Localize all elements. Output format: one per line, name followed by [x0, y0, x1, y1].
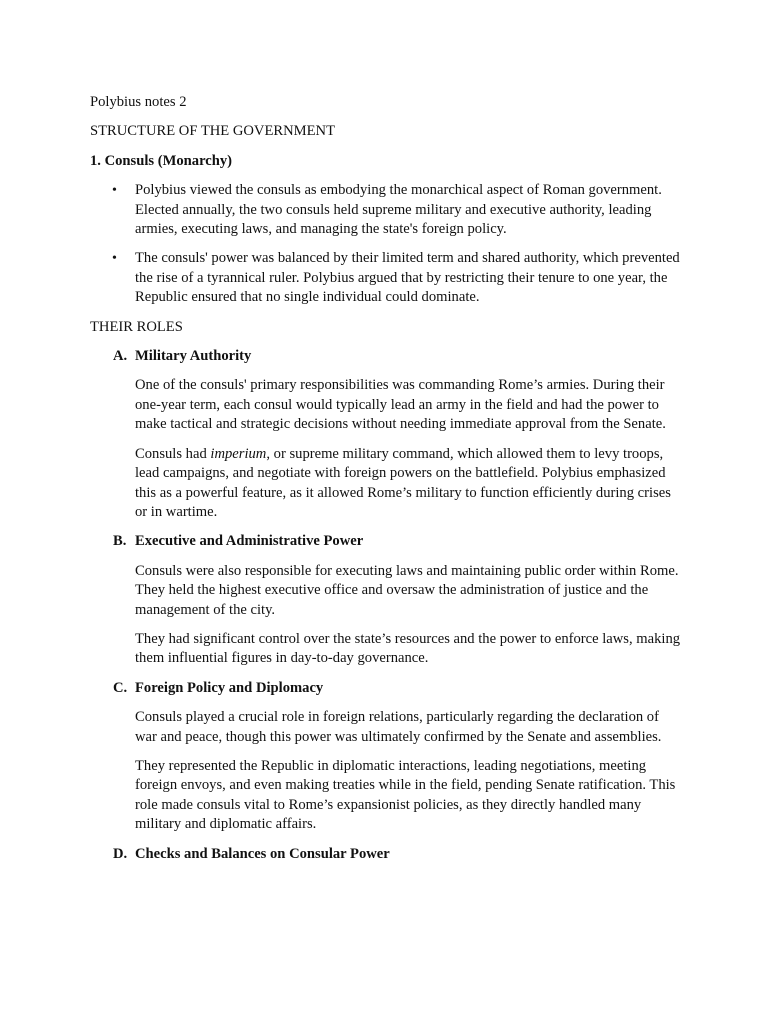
role-paragraph: They had significant control over the state’s resources and the power to enforce laws, making them influential figures in day-to-day governance.: [135, 630, 681, 667]
bullet-item: [90, 181, 682, 239]
document-title: Polybius notes 2: [90, 94, 187, 110]
role-heading: [113, 532, 682, 551]
paragraph-text: , or supreme military command, which allowed them to levy troops, lead campaigns, and negotiate with foreign powers on the battlefield. Polybius emphasized this as a powerful feature, as it allowed Rome’s military to function efficiently during crises or in wartime.: [135, 445, 671, 520]
emphasis-term: imperium: [210, 445, 267, 462]
roles-heading: THEIR ROLES: [90, 318, 183, 335]
bullet-dot-icon: •: [112, 251, 117, 267]
role-letter: A.: [113, 348, 128, 365]
role-title: Military Authority: [135, 348, 252, 365]
role-paragraph: [135, 445, 682, 523]
role-paragraph: Consuls played a crucial role in foreign relations, particularly regarding the declaration of war and peace, though this power was ultimately confirmed by the Senate and assemblies.: [135, 709, 662, 745]
bullet-item: [90, 249, 682, 307]
bullet-list: [90, 181, 682, 307]
role-paragraph: Consuls were also responsible for executing laws and maintaining public order within Rome. They held the highest executive office and oversaw the administration of justice and the management of the city.: [135, 562, 679, 618]
role-section-military: [90, 347, 682, 522]
role-heading: [113, 679, 682, 698]
bullet-text: Polybius viewed the consuls as embodying the monarchical aspect of Roman government. Elected annually, the two consuls held supreme military and executive authority, leading armies, executing laws, and managing the state's foreign policy.: [135, 182, 662, 238]
role-title: Foreign Policy and Diplomacy: [135, 679, 324, 696]
role-section-foreign-policy: [90, 679, 682, 835]
role-section-checks: [90, 845, 682, 864]
role-heading: [113, 845, 682, 864]
role-letter: B.: [113, 533, 127, 550]
role-title: Executive and Administrative Power: [135, 533, 364, 550]
bullet-dot-icon: •: [112, 183, 117, 199]
role-paragraph: One of the consuls' primary responsibilities was commanding Rome’s armies. During their one-year term, each consul would typically lead an army in the field and had the power to make tactical and strategic decisions without needing immediate approval from the Senate.: [135, 377, 666, 433]
section-heading: STRUCTURE OF THE GOVERNMENT: [90, 123, 335, 140]
role-letter: D.: [113, 845, 128, 862]
role-title: Checks and Balances on Consular Power: [135, 845, 390, 862]
paragraph-text: Consuls had: [135, 445, 211, 462]
document-page: [90, 93, 682, 874]
role-section-executive: [90, 532, 682, 668]
role-paragraph: They represented the Republic in diplomatic interactions, leading negotiations, meeting foreign envoys, and even making treaties while in the field, pending Senate ratification. This role made consuls vital to Rome’s expansionist policies, as they directly handled many military and diplomatic affairs.: [135, 757, 676, 833]
bullet-text: The consuls' power was balanced by their limited term and shared authority, which prevented the rise of a tyrannical ruler. Polybius argued that by restricting their tenure to one year, the Republic ensured that no single individual could dominate.: [135, 250, 680, 306]
role-heading: [113, 347, 682, 366]
subheading-consuls: 1. Consuls (Monarchy): [90, 152, 233, 169]
role-letter: C.: [113, 679, 128, 696]
